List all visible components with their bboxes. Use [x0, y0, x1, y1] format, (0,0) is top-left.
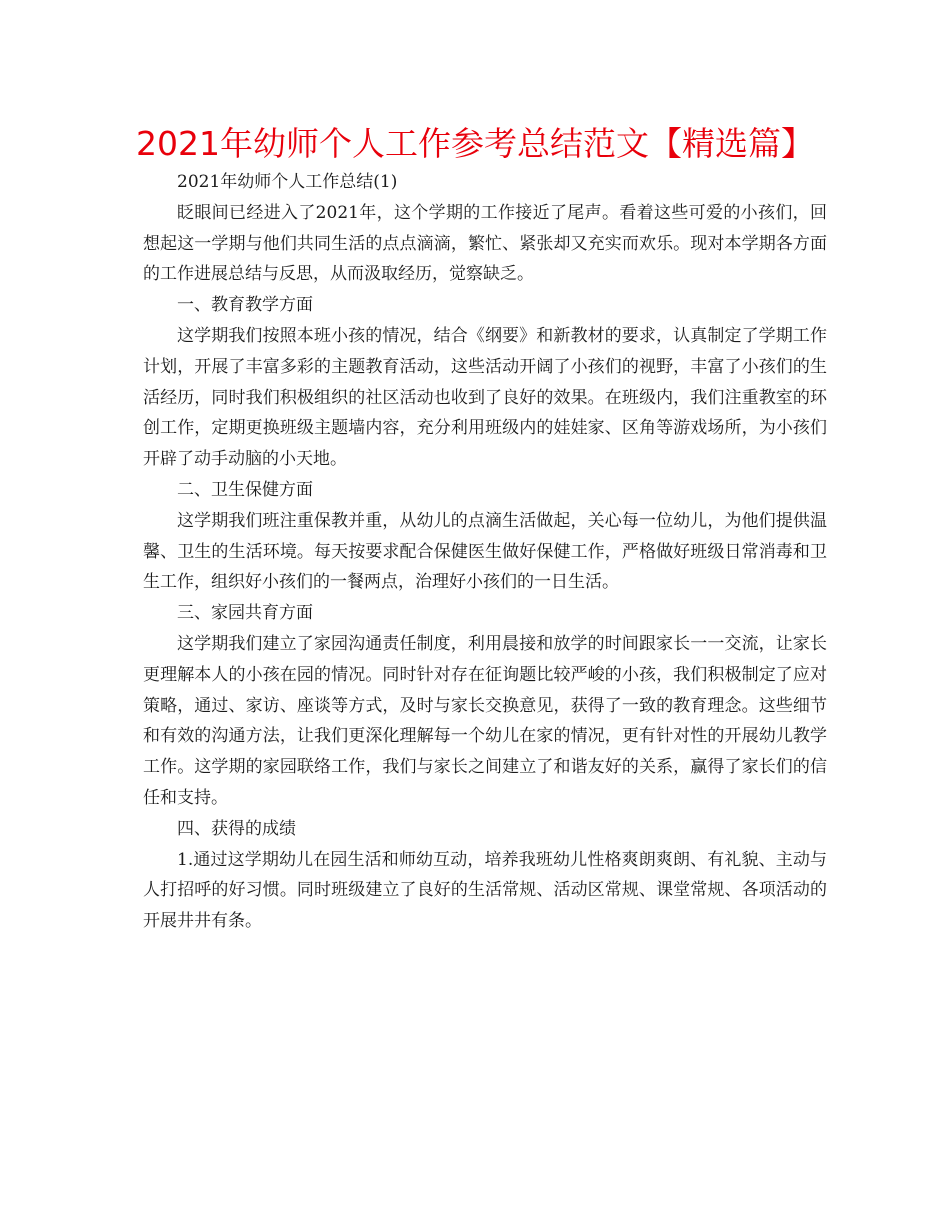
intro-paragraph: 眨眼间已经进入了2021年，这个学期的工作接近了尾声。看着这些可爱的小孩们，回想起这一学期与他们共同生活的点点滴滴，繁忙、紧张却又充实而欢乐。现对本学期各方面的工作进展总结与反思，从而汲取经历，觉察缺乏。 [143, 202, 827, 285]
health-paragraph: 这学期我们班注重保教并重，从幼儿的点滴生活做起，关心每一位幼儿，为他们提供温馨、卫生的生活环境。每天按要求配合保健医生做好保健工作，严格做好班级日常消毒和卫生工作，组织好小孩们的一餐两点，治理好小孩们的一日生活。 [143, 510, 827, 593]
document-title: 2021年幼师个人工作参考总结范文【精选篇】 [136, 124, 814, 163]
home-school-paragraph: 这学期我们建立了家园沟通责任制度，利用晨接和放学的时间跟家长一一交流，让家长更理解本人的小孩在园的情况。同时针对存在征询题比较严峻的小孩，我们积极制定了应对策略，通过、家访、座谈等方式，及时与家长交换意见，获得了一致的教育理念。这些细节和有效的沟通方法，让我们更深化理解每一个幼儿在家的情况，更有针对性的开展幼儿教学工作。这学期的家园联络工作，我们与家长之间建立了和谐友好的关系，赢得了家长们的信任和支持。 [143, 633, 827, 808]
section-heading-home-school: 三、家园共育方面 [177, 603, 313, 624]
section-heading-achievements: 四、获得的成绩 [177, 818, 296, 839]
achievements-paragraph: 1.通过这学期幼儿在园生活和师幼互动，培养我班幼儿性格爽朗爽朗、有礼貌、主动与人打招呼的好习惯。同时班级建立了良好的生活常规、活动区常规、课堂常规、各项活动的开展井井有条。 [143, 849, 827, 932]
section-heading-education: 一、教育教学方面 [177, 295, 313, 316]
document-body [143, 167, 827, 937]
section-heading-health: 二、卫生保健方面 [177, 479, 313, 500]
subtitle-paragraph: 2021年幼师个人工作总结(1) [177, 172, 398, 192]
education-paragraph: 这学期我们按照本班小孩的情况，结合《纲要》和新教材的要求，认真制定了学期工作计划，开展了丰富多彩的主题教育活动，这些活动开阔了小孩们的视野，丰富了小孩们的生活经历，同时我们积极组织的社区活动也收到了良好的效果。在班级内，我们注重教室的环创工作，定期更换班级主题墙内容，充分利用班级内的娃娃家、区角等游戏场所，为小孩们开辟了动手动脑的小天地。 [143, 325, 827, 470]
